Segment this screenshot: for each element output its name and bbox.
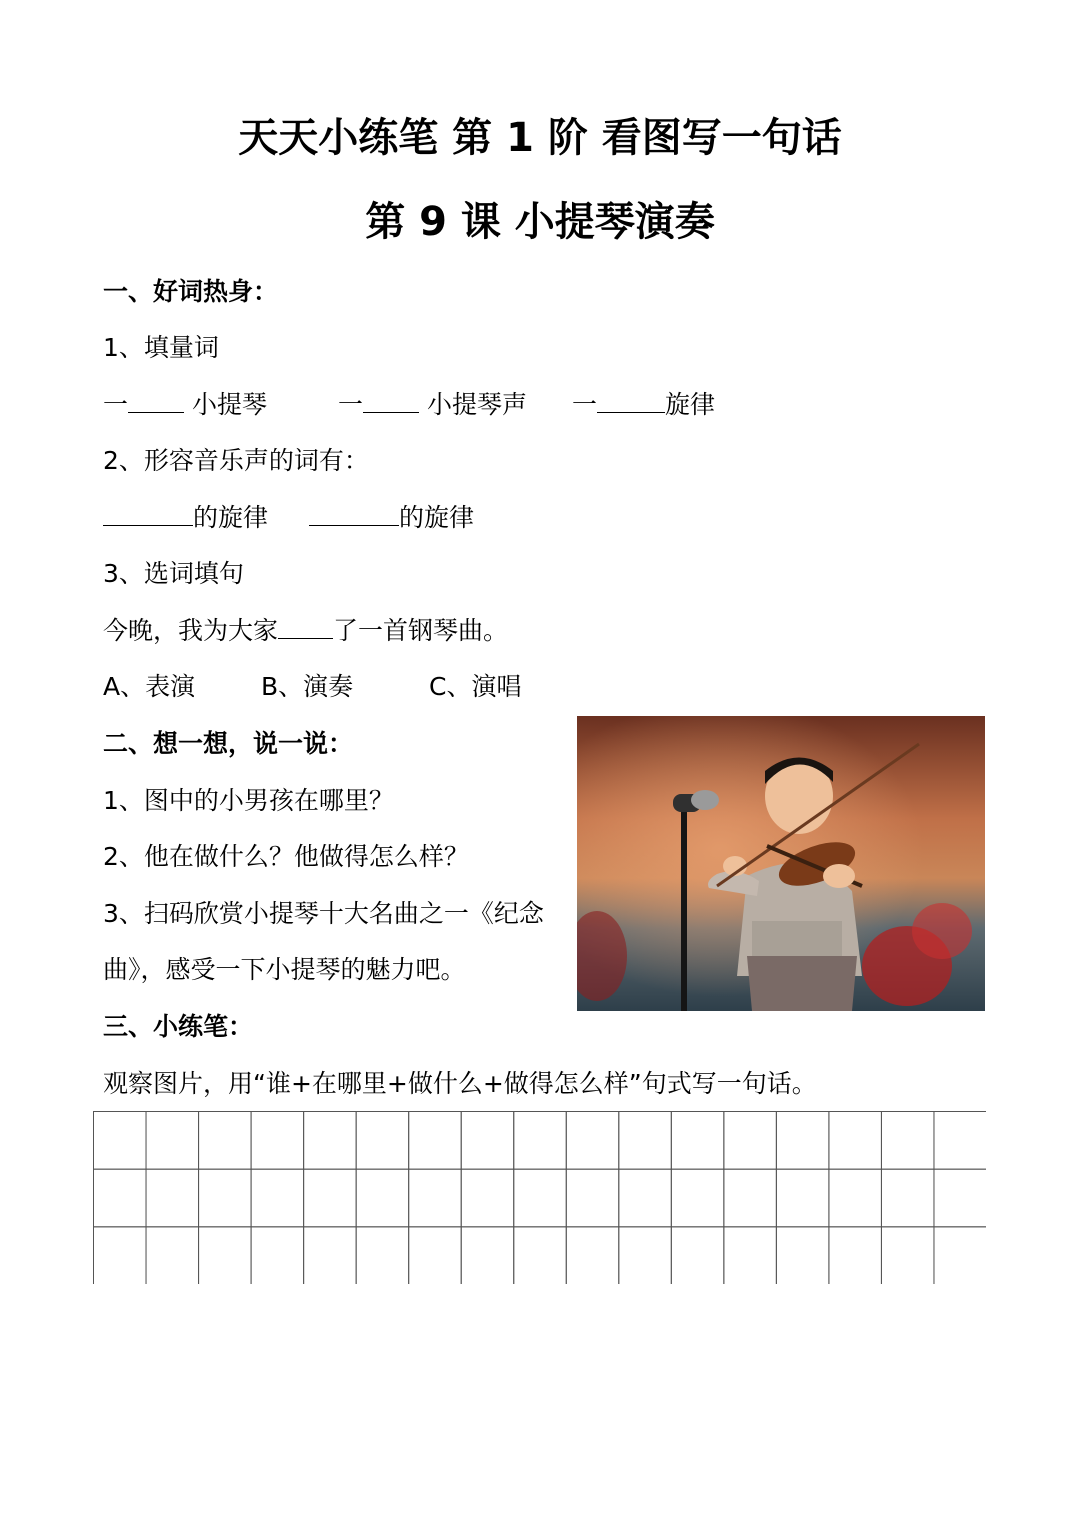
section-2-heading: 二、想一想，说一说： (103, 729, 354, 758)
grid-cell[interactable] (461, 1227, 514, 1284)
adjective-blank-2[interactable] (309, 501, 399, 526)
grid-cell[interactable] (776, 1112, 829, 1170)
measure-word-item-2 (338, 388, 527, 422)
grid-cell[interactable] (829, 1227, 882, 1284)
grid-cell[interactable] (146, 1227, 199, 1284)
grid-cell[interactable] (251, 1112, 304, 1170)
measure-word-item-3 (572, 388, 715, 422)
measure-prefix: 一 (572, 390, 598, 419)
grid-cell[interactable] (671, 1227, 724, 1284)
grid-cell[interactable] (409, 1227, 462, 1284)
grid-cell[interactable] (724, 1112, 777, 1170)
grid-cell[interactable] (566, 1112, 619, 1170)
grid-cell[interactable] (619, 1227, 672, 1284)
grid-cell[interactable] (146, 1169, 199, 1227)
grid-cell[interactable] (724, 1169, 777, 1227)
grid-cell[interactable] (409, 1112, 462, 1170)
writing-grid[interactable] (93, 1111, 986, 1284)
measure-word-item-1 (103, 388, 267, 422)
grid-cell[interactable] (146, 1112, 199, 1170)
discussion-question-1: 1、图中的小男孩在哪里？ (103, 786, 394, 815)
grid-cell[interactable] (776, 1227, 829, 1284)
grid-cell[interactable] (94, 1227, 147, 1284)
measure-prefix: 一 (103, 390, 129, 419)
violin-boy-photo (577, 716, 985, 1011)
grid-cell[interactable] (934, 1112, 986, 1170)
grid-cell[interactable] (671, 1169, 724, 1227)
grid-cell[interactable] (199, 1112, 252, 1170)
grid-cell[interactable] (514, 1169, 567, 1227)
adjective-item-1 (103, 501, 268, 535)
grid-cell[interactable] (881, 1112, 934, 1170)
grid-cell[interactable] (934, 1169, 986, 1227)
grid-cell[interactable] (829, 1169, 882, 1227)
discussion-question-2: 2、他在做什么？他做得怎么样？ (103, 842, 469, 871)
grid-cell[interactable] (461, 1169, 514, 1227)
grid-cell[interactable] (776, 1169, 829, 1227)
adjective-suffix: 的旋律 (193, 503, 269, 532)
fill-sentence (103, 614, 508, 648)
adjective-suffix: 的旋律 (399, 503, 475, 532)
grid-cell[interactable] (934, 1227, 986, 1284)
measure-blank-2[interactable] (363, 388, 419, 413)
q1-label: 1、填量词 (103, 333, 219, 362)
grid-cell[interactable] (881, 1169, 934, 1227)
sentence-after: 了一首钢琴曲。 (333, 616, 509, 645)
grid-cell[interactable] (356, 1112, 409, 1170)
grid-cell[interactable] (514, 1112, 567, 1170)
grid-cell[interactable] (461, 1112, 514, 1170)
measure-word: 小提琴声 (426, 390, 527, 419)
q3-label: 3、选词填句 (103, 559, 244, 588)
measure-word: 小提琴 (191, 390, 267, 419)
measure-prefix: 一 (338, 390, 364, 419)
writing-instruction: 观察图片，用“谁+在哪里+做什么+做得怎么样”句式写一句话。 (103, 1069, 817, 1098)
grid-cell[interactable] (566, 1227, 619, 1284)
grid-cell[interactable] (94, 1112, 147, 1170)
measure-blank-1[interactable] (128, 388, 184, 413)
section-3-heading: 三、小练笔： (103, 1012, 254, 1041)
grid-cell[interactable] (199, 1169, 252, 1227)
grid-cell[interactable] (881, 1227, 934, 1284)
grid-cell[interactable] (356, 1169, 409, 1227)
grid-cell[interactable] (94, 1169, 147, 1227)
grid-cell[interactable] (251, 1169, 304, 1227)
q2-label: 2、形容音乐声的词有： (103, 446, 369, 475)
sentence-blank[interactable] (278, 614, 333, 639)
grid-cell[interactable] (304, 1169, 357, 1227)
section-1-heading: 一、好词热身： (103, 277, 279, 306)
grid-cell[interactable] (409, 1169, 462, 1227)
grid-cell[interactable] (356, 1227, 409, 1284)
adjective-blank-1[interactable] (103, 501, 193, 526)
discussion-question-3-cont: 曲》，感受一下小提琴的魅力吧。 (103, 955, 466, 984)
grid-cell[interactable] (619, 1169, 672, 1227)
grid-cell[interactable] (514, 1227, 567, 1284)
lesson-title: 第 9 课 小提琴演奏 (365, 199, 715, 245)
grid-cell[interactable] (566, 1169, 619, 1227)
grid-cell[interactable] (724, 1227, 777, 1284)
worksheet-title: 天天小练笔 第 1 阶 看图写一句话 (238, 115, 842, 161)
grid-cell[interactable] (199, 1227, 252, 1284)
sentence-before: 今晚，我为大家 (103, 616, 279, 645)
measure-blank-3[interactable] (597, 388, 665, 413)
option-a[interactable]: A、表演 (103, 672, 196, 701)
measure-word: 旋律 (665, 390, 716, 419)
grid-cell[interactable] (619, 1112, 672, 1170)
option-c[interactable]: C、演唱 (429, 672, 522, 701)
grid-cell[interactable] (829, 1112, 882, 1170)
adjective-item-2 (309, 501, 474, 535)
option-b[interactable]: B、演奏 (261, 672, 354, 701)
discussion-question-3: 3、扫码欣赏小提琴十大名曲之一《纪念 (103, 899, 544, 928)
grid-cell[interactable] (304, 1227, 357, 1284)
grid-cell[interactable] (304, 1112, 357, 1170)
grid-cell[interactable] (251, 1227, 304, 1284)
grid-cell[interactable] (671, 1112, 724, 1170)
